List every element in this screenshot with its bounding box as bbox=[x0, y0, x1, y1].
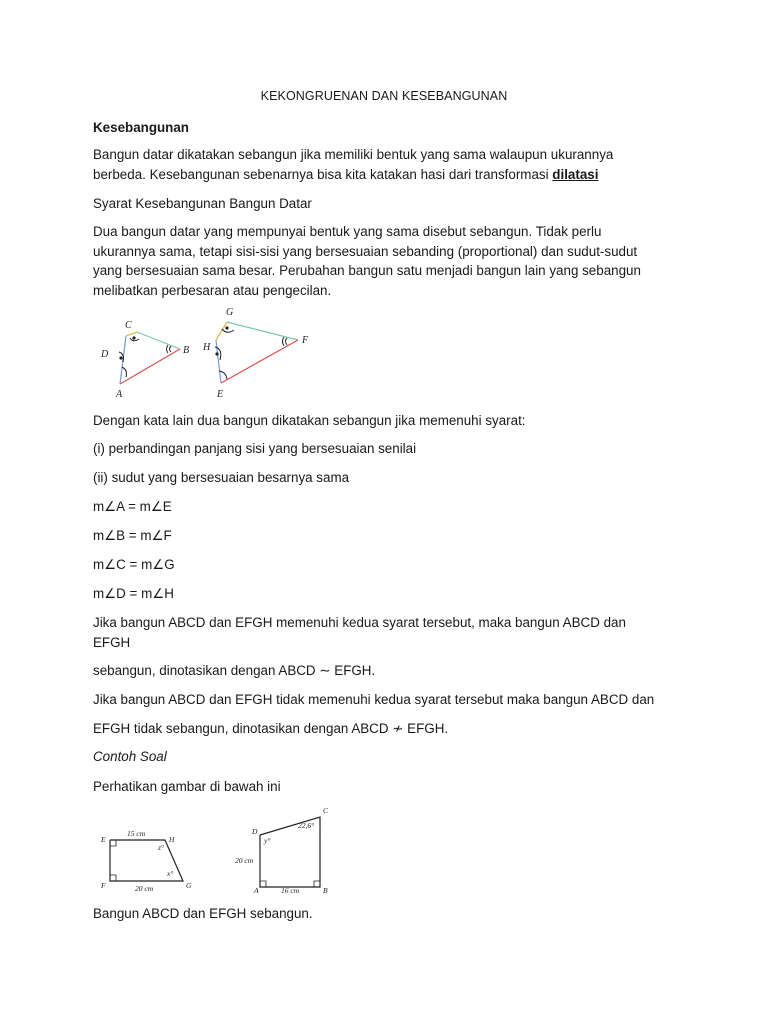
abcd-left-length: 20 cm bbox=[235, 856, 254, 865]
quadrilateral-abcd bbox=[100, 320, 189, 400]
label-d-2: D bbox=[252, 827, 258, 836]
label-b-2: B bbox=[323, 886, 328, 895]
abcd-bottom-length: 16 cm bbox=[281, 886, 300, 895]
condition-1: (i) perbandingan panjang sisi yang bersesuaian senilai bbox=[93, 441, 417, 456]
label-h-2: H bbox=[169, 835, 175, 844]
definition-paragraph bbox=[93, 222, 641, 300]
condition-2: (ii) sudut yang bersesuaian besarnya sama bbox=[93, 470, 350, 485]
trapezoid-efgh bbox=[100, 829, 192, 893]
label-g-2: G bbox=[186, 881, 192, 890]
result-not-similar-line-1: Jika bangun ABCD dan EFGH tidak memenuhi kedua syarat tersebut maka bangun ABCD dan bbox=[93, 692, 655, 707]
conclusion: Bangun ABCD dan EFGH sebangun. bbox=[93, 906, 313, 921]
def-line-1: Dua bangun datar yang mempunyai bentuk yang sama disebut sebangun. Tidak perlu bbox=[93, 224, 602, 239]
result-similar-line-2: EFGH bbox=[93, 634, 131, 650]
label-e: E bbox=[217, 389, 224, 400]
intro-line-1: Bangun datar dikatakan sebangun jika memiliki bentuk yang sama walaupun ukurannya bbox=[93, 147, 614, 162]
def-line-2: ukurannya sama, tetapi sisi-sisi yang bersesuaian sebanding (proportional) dan sudut-sudut bbox=[93, 243, 638, 259]
label-g: G bbox=[226, 307, 234, 318]
angle-x: x° bbox=[167, 869, 174, 878]
result-similar-notation: sebangun, dinotasikan dengan ABCD ∼ EFGH. bbox=[93, 663, 376, 678]
angle-equality-c: m∠C = m∠G bbox=[93, 557, 175, 572]
efgh-bottom-length: 20 cm bbox=[135, 884, 154, 893]
quadrilateral-efgh bbox=[202, 307, 309, 400]
label-a-2: A bbox=[254, 886, 259, 895]
angle-y: y° bbox=[264, 836, 271, 845]
angle-equality-b: m∠B = m∠F bbox=[93, 528, 172, 543]
trapezoid-abcd bbox=[235, 806, 329, 895]
example-prompt: Perhatikan gambar di bawah ini bbox=[93, 779, 281, 794]
intro-line-2: berbeda. Kesebangunan sebenarnya bisa kita katakan hasi dari transformasi bbox=[93, 166, 553, 182]
angle-z: z° bbox=[158, 843, 164, 852]
result-similar-paragraph bbox=[93, 613, 626, 652]
def-line-3: yang bersesuaian sama besar. Perubahan bangun satu menjadi bangun lain yang sebangun bbox=[93, 263, 641, 278]
label-e-2: E bbox=[101, 835, 106, 844]
label-h: H bbox=[203, 342, 211, 353]
angle-equality-d: m∠D = m∠H bbox=[93, 586, 174, 601]
def-line-4: melibatkan perbesaran atau pengecilan. bbox=[93, 282, 332, 298]
label-f: F bbox=[302, 335, 309, 346]
label-f-2: F bbox=[101, 881, 106, 890]
label-c: C bbox=[125, 320, 132, 331]
efgh-top-length: 15 cm bbox=[127, 829, 146, 838]
example-figure bbox=[95, 805, 345, 895]
dilatasi-link[interactable]: dilatasi bbox=[552, 166, 599, 182]
section-heading: Kesebangunan bbox=[93, 120, 189, 135]
result-similar-line-1: Jika bangun ABCD dan EFGH memenuhi kedua syarat tersebut, maka bangun ABCD dan bbox=[93, 615, 626, 630]
label-c-2: C bbox=[323, 806, 329, 815]
angle-c-value: 22,6° bbox=[298, 821, 315, 830]
similar-quadrilaterals-figure bbox=[95, 305, 325, 403]
label-b: B bbox=[183, 345, 190, 356]
subheading: Syarat Kesebangunan Bangun Datar bbox=[93, 196, 312, 211]
conditions-intro: Dengan kata lain dua bangun dikatakan sebangun jika memenuhi syarat: bbox=[93, 413, 526, 428]
angle-equality-a: m∠A = m∠E bbox=[93, 499, 172, 514]
result-not-similar-line-2: EFGH tidak sebangun, dinotasikan dengan ABCD ≁ EFGH. bbox=[93, 721, 449, 736]
intro-paragraph bbox=[93, 145, 613, 184]
label-a: A bbox=[116, 389, 123, 400]
label-d: D bbox=[101, 349, 109, 360]
document-title: KEKONGRUENAN DAN KESEBANGUNAN bbox=[260, 89, 508, 103]
example-label: Contoh Soal bbox=[93, 749, 167, 764]
